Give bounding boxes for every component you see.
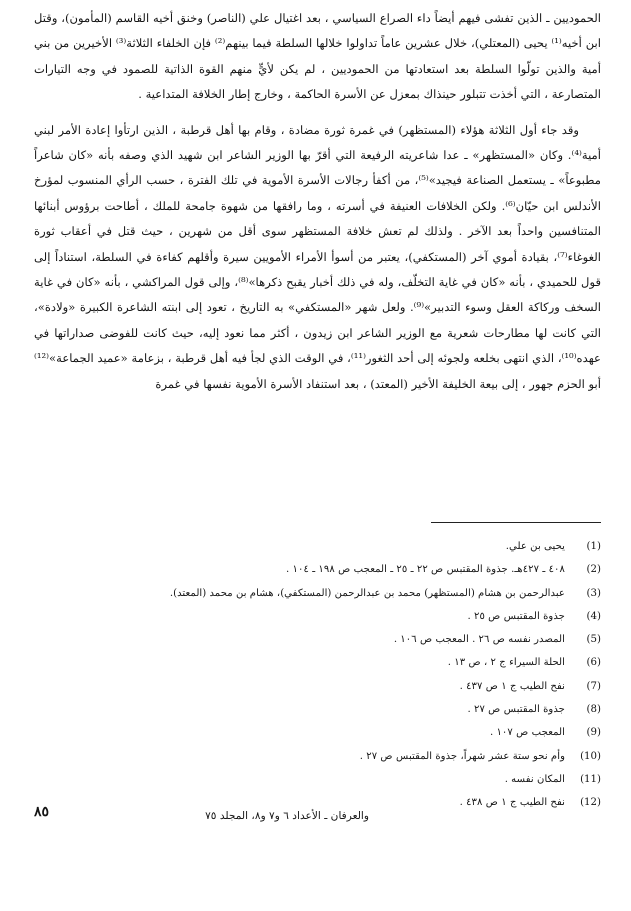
footnote-7 xyxy=(200,675,601,698)
footnote-number: (9) xyxy=(586,727,601,739)
footnote-number: (8) xyxy=(586,704,601,716)
footnote-text: المكان نفسه . xyxy=(504,773,565,785)
footnote-1 xyxy=(200,535,601,558)
footnote-number: (2) xyxy=(586,564,601,576)
footnote-text: نفح الطيب ج ١ ص ٤٣٨ . xyxy=(459,797,565,809)
footnote-text: جذوة المقتبس ص ٢٧ . xyxy=(467,704,565,716)
footnotes-list xyxy=(169,535,601,815)
page-number: ٨٥ xyxy=(34,804,50,820)
paragraph-1: الحموديين ـ الذين تفشى فيهم أيضاً داء الصراع السياسي ، بعد اغتيال علي (الناصر) وخنق أخيه القاسم (المأمون)، وقتل ابن أخيه⁽¹⁾ يحيى (المعتلي)، خلال عشرين عاماً تداولوا خلالها السلطة فيما بينهم⁽²⁾ فإن الخلفاء الثلاثة⁽³⁾ الأخيرين من بني أمية والذين تولّوا السلطة بعد استعادتها من الحموديين ، لم يكن لأيٍّ منهم القوة الذاتية للصمود في وجه التيارات المتصارعة ، التي أخذت تتبلور حينذاك بمعزل عن الأسرة الحاكمة ، وخارج إطار الخلافة المتداعية . xyxy=(34,11,601,102)
footnote-number: (1) xyxy=(586,541,601,552)
footnote-separator xyxy=(431,522,601,523)
footnote-4 xyxy=(200,605,601,628)
body-text xyxy=(34,6,601,397)
footnote-number: (7) xyxy=(586,680,601,692)
footnote-number: (11) xyxy=(580,773,601,785)
footnote-number: (12) xyxy=(580,797,601,809)
journal-citation: والعرفان ـ الأعداد ٦ و٧ و٨، المجلد ٧٥ xyxy=(205,810,369,822)
footnote-text: الحلة السيراء ج ٢ ، ص ١٣ . xyxy=(447,657,565,669)
footnote-3 xyxy=(169,582,601,605)
paragraph-2: وقد جاء أول الثلاثة هؤلاء (المستظهر) في غمرة ثورة مضادة ، وقام بها أهل قرطبة ، الذين ارتأوا إعادة الأمر لبني أمية⁽⁴⁾. وكان «المستظهر» ـ عدا شاعريته الرفيعة التي أقرّ بها الوزير الشاعر ابن شهيد الذي وصفه بأنه «كان شاعراً مطبوعاً» ـ يستعمل الصناعة فيجيد»⁽⁵⁾، من أكفأ رجالات الأسرة الأموية في تلك الفترة ، حسب الرأي المنسوب لمؤرخ الأندلس ابن حيّان⁽⁶⁾. ولكن الخلافات العنيفة في أسرته ، وما رافقها من شهوة جامحة للملك ، أطاحت برؤوس أبنائها المتنافسين واحداً بعد الآخر . ولذلك لم تعش خلافة المستظهر سوى أقل من شهرين ، حيث قتل في أعقاب ثورة الغوغاء⁽⁷⁾، بقيادة أموي آخر (المستكفي)، يعتبر من أسوأ الأمراء الأمويين سيرة وأقلهم كفاءة في السلطة، استناداً إلى قول للحميدي ، بأنه «كان في غاية التخلّف، وله في ذلك أخبار يقبح ذكرها»⁽⁸⁾، وإلى قول المراكشي ، بأنه «كان في غاية السخف وركاكة العقل وسوء التدبير»⁽⁹⁾. ولعل شهر «المستكفي» به التاريخ ، تعود إلى ابنته الشاعرة الكبيرة «ولادة»، التي كانت لها مطارحات شعرية مع الوزير الشاعر ابن زيدون ، أكثر مما نعود إليه، حيث كانت للفوضى صداراتها في عهده⁽¹⁰⁾، الذي انتهى بخلعه ولجوئه إلى أحد الثغور⁽¹¹⁾، في الوقت الذي لجأ فيه أهل قرطبة ، بزعامة «عميد الجماعة»⁽¹²⁾ أبو الحزم جهور ، إلى بيعة الخليفة الأخير (المعتد) ، بعد استنفاد الأسرة الأموية نفسها في غمرة xyxy=(34,122,601,391)
footnote-10 xyxy=(200,745,601,768)
page-footer xyxy=(34,804,601,826)
footnote-text: المعجب ص ١٠٧ . xyxy=(489,727,565,739)
footnote-9 xyxy=(200,721,601,744)
footnote-text: عبدالرحمن بن هشام (المستظهر) محمد بن عبدالرحمن (المستكفي)، هشام بن محمد (المعتد). xyxy=(169,587,565,599)
footnote-6 xyxy=(200,651,601,674)
footnote-number: (3) xyxy=(586,587,601,599)
footnote-text: ٤٠٨ ـ ٤٢٧هـ. جذوة المقتبس ص ٢٢ ـ ٢٥ ـ المعجب ص ١٩٨ ـ ١٠٤ . xyxy=(286,564,565,576)
footnote-text: يحيى بن علي. xyxy=(505,541,565,552)
footnote-5 xyxy=(200,628,601,651)
footnote-text: نفح الطيب ج ١ ص ٤٣٧ . xyxy=(459,680,565,692)
footnote-text: المصدر نفسه ص ٢٦ . المعجب ص ١٠٦ . xyxy=(393,634,565,646)
footnote-2 xyxy=(200,558,601,581)
footnote-text: وأم نحو ستة عشر شهراً، جذوة المقتبس ص ٢٧ . xyxy=(359,750,565,762)
footnote-number: (6) xyxy=(586,657,601,669)
footnote-number: (4) xyxy=(586,610,601,622)
footnote-8 xyxy=(200,698,601,721)
footnote-text: جذوة المقتبس ص ٢٥ . xyxy=(467,610,565,622)
footnote-11 xyxy=(200,768,601,791)
footnote-number: (5) xyxy=(586,634,601,646)
footnote-number: (10) xyxy=(580,750,601,762)
